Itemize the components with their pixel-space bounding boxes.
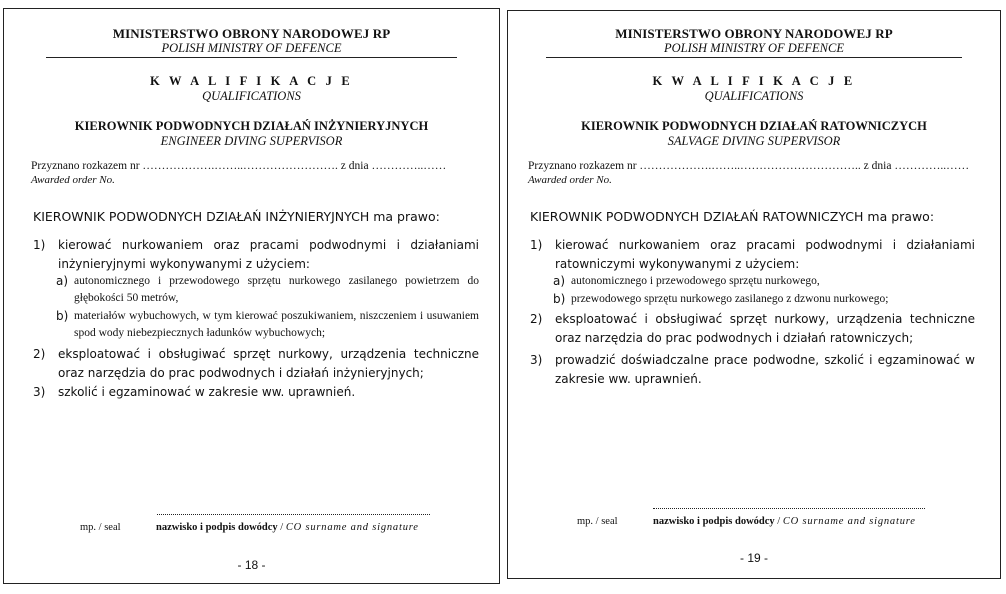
qualification-title-en: SALVAGE DIVING SUPERVISOR — [667, 134, 841, 148]
ministry-name: MINISTERSTWO OBRONY NARODOWEJ RP — [615, 26, 893, 41]
item-text: kierować nurkowaniem oraz pracami podwodnymi i działaniami inżynieryjnymi wykonywanymi z użyciem: — [58, 238, 479, 271]
signature-line — [157, 514, 430, 515]
header-rule — [546, 57, 962, 58]
signature-label-en: CO surname and signature — [285, 522, 419, 533]
subitem-label: b) — [56, 309, 69, 323]
item-text: kierować nurkowaniem oraz pracami podwodnymi i działaniami ratowniczymi wykonywanymi z użyciem: — [555, 238, 975, 271]
signature-label — [653, 516, 916, 527]
subitem-label: a) — [553, 274, 566, 288]
seal-label: mp. / seal — [577, 516, 618, 527]
document-page-left — [3, 8, 500, 584]
item-text: eksploatować i obsługiwać sprzęt nurkowy, urządzenia techniczne oraz narzędzia do prac podwodnych i działań inżynieryjnych; — [58, 347, 479, 380]
rights-item — [530, 351, 975, 391]
header-rule — [46, 57, 457, 58]
item-number: 3) — [33, 385, 46, 399]
signature-separator: / — [774, 516, 783, 527]
seal-label: mp. / seal — [80, 522, 121, 533]
qualifications-heading-en: QUALIFICATIONS — [202, 89, 301, 103]
signature-label-en: CO surname and signature — [782, 516, 916, 527]
subitem-label: a) — [56, 274, 69, 288]
item-number: 3) — [530, 353, 543, 367]
rights-item — [530, 310, 975, 350]
signature-label — [156, 522, 419, 533]
item-number: 2) — [33, 347, 46, 361]
qualifications-heading: K W A L I F I K A C J E — [150, 74, 353, 88]
subitem-text: autonomicznego i przewodowego sprzętu nurkowego zasilanego powietrzem do głębokości 50 metrów, — [74, 275, 479, 304]
rights-heading: KIEROWNIK PODWODNYCH DZIAŁAŃ RATOWNICZYCH ma prawo: — [530, 209, 935, 224]
item-text: eksploatować i obsługiwać sprzęt nurkowy, urządzenia techniczne oraz narzędzia do prac podwodnych i działań ratowniczych; — [555, 312, 975, 345]
awarded-order-label-en: Awarded order No. — [528, 174, 612, 186]
qualifications-heading-en: QUALIFICATIONS — [704, 89, 804, 103]
rights-item — [33, 383, 479, 403]
page-number: - 19 - — [739, 551, 768, 565]
qualification-title-en: ENGINEER DIVING SUPERVISOR — [160, 134, 343, 148]
qualification-title: KIEROWNIK PODWODNYCH DZIAŁAŃ RATOWNICZYCH — [581, 119, 927, 133]
qualifications-heading: K W A L I F I K A C J E — [652, 74, 856, 88]
rights-item — [530, 236, 975, 276]
item-number: 1) — [33, 238, 46, 252]
item-number: 2) — [530, 312, 543, 326]
signature-label-pl: nazwisko i podpis dowódcy — [653, 516, 775, 527]
awarded-order-line: Przyznano rozkazem nr ……………….……..………………………….. z dnia …………..…… — [528, 160, 970, 172]
signature-line — [653, 508, 925, 509]
rights-item — [33, 236, 479, 276]
subitem-label: b) — [553, 292, 566, 306]
rights-heading: KIEROWNIK PODWODNYCH DZIAŁAŃ INŻYNIERYJNYCH ma prawo: — [33, 209, 440, 224]
subitem-text: autonomicznego i przewodowego sprzętu nurkowego, — [571, 275, 820, 287]
item-text: szkolić i egzaminować w zakresie ww. uprawnień. — [58, 385, 356, 399]
ministry-name-en: POLISH MINISTRY OF DEFENCE — [664, 41, 844, 55]
item-text: prowadzić doświadczalne prace podwodne, szkolić i egzaminować w zakresie ww. uprawnień. — [555, 353, 975, 386]
qualification-title: KIEROWNIK PODWODNYCH DZIAŁAŃ INŻYNIERYJNYCH — [74, 119, 429, 133]
item-number: 1) — [530, 238, 543, 252]
subitem-text: przewodowego sprzętu nurkowego zasilanego z dzwonu nurkowego; — [571, 293, 889, 305]
awarded-order-label-en: Awarded order No. — [31, 174, 115, 186]
signature-separator: / — [277, 522, 286, 533]
signature-label-pl: nazwisko i podpis dowódcy — [156, 522, 278, 533]
ministry-name-en: POLISH MINISTRY OF DEFENCE — [161, 41, 342, 55]
rights-item — [33, 345, 479, 385]
page-number: - 18 - — [237, 558, 266, 572]
subitem-text: materiałów wybuchowych, w tym kierować poszukiwaniem, niszczeniem i usuwaniem spod wody niebezpiecznych ładunków wybuchowych; — [74, 310, 479, 339]
awarded-order-line: Przyznano rozkazem nr ……………….……..……………………. z dnia …………..…… — [31, 160, 447, 172]
ministry-name: MINISTERSTWO OBRONY NARODOWEJ RP — [112, 26, 391, 41]
document-page-right — [507, 10, 1001, 579]
